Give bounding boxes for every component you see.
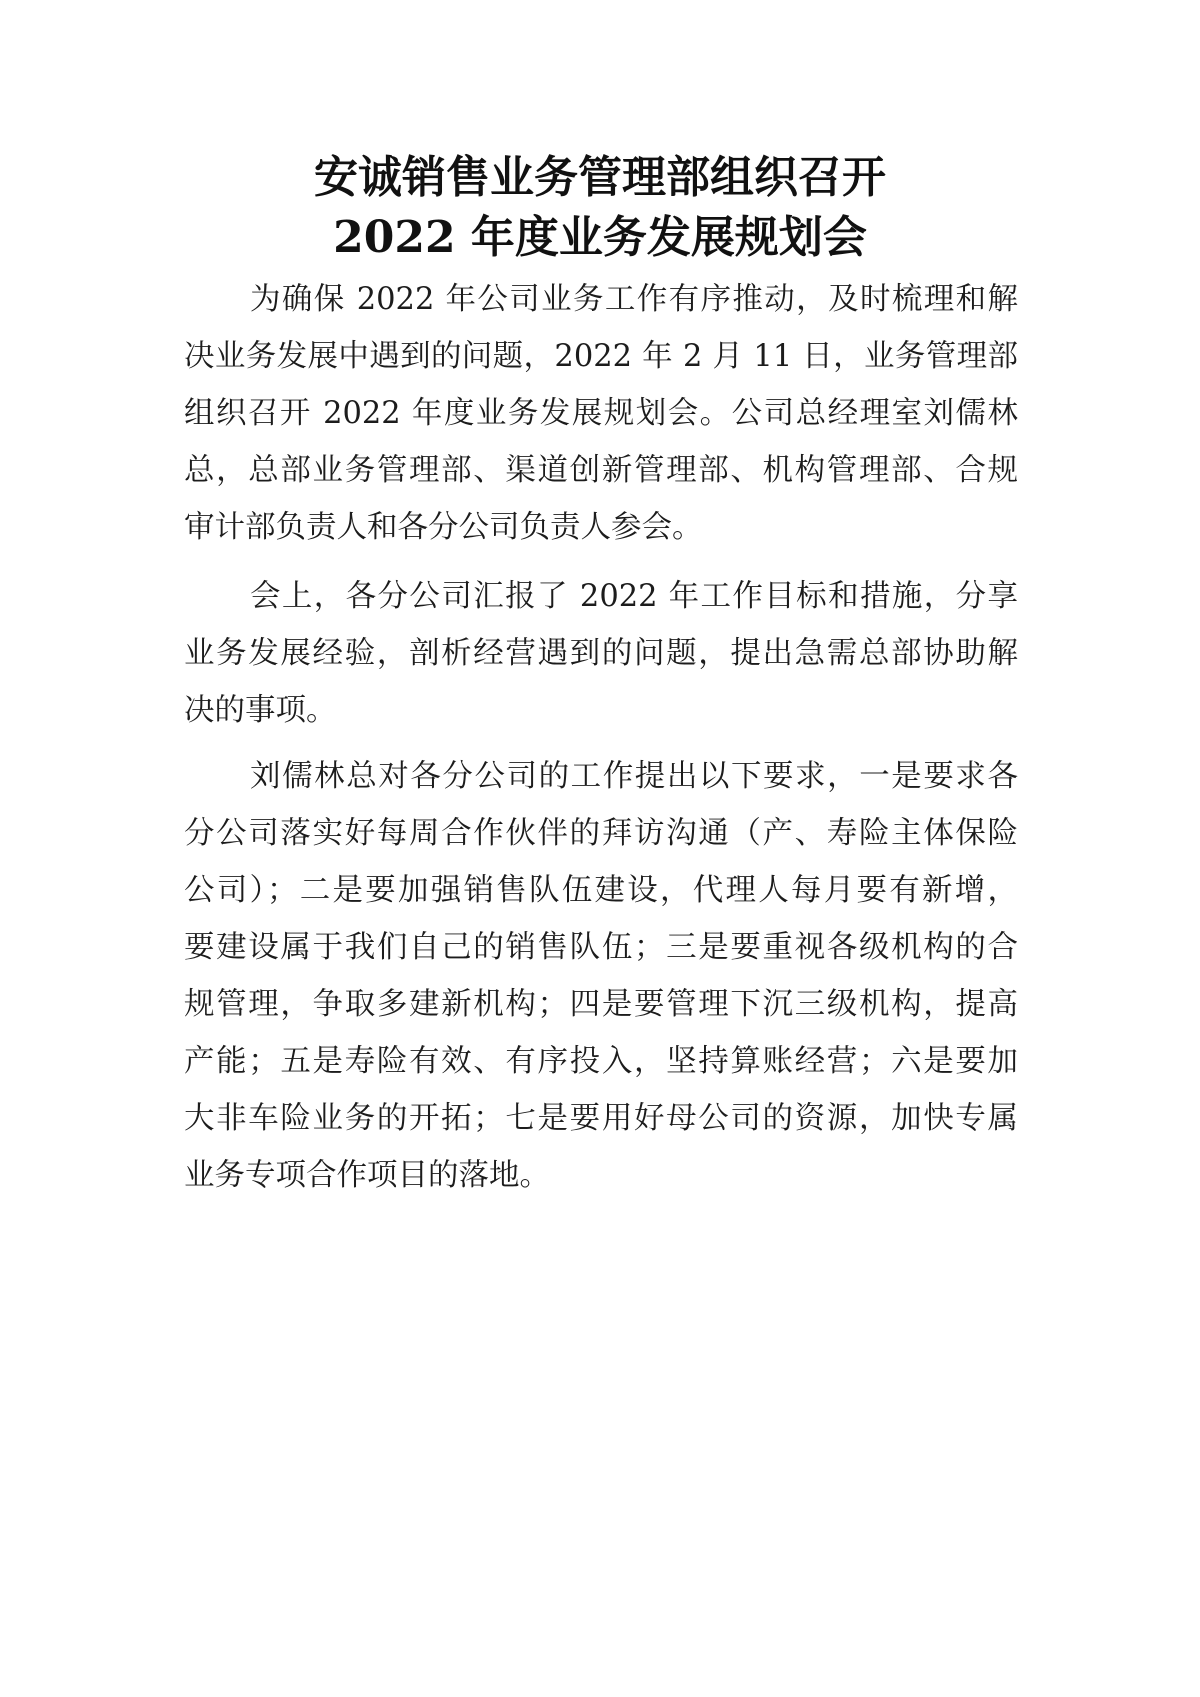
paragraph-line-text: 大非车险业务的开拓；七是要用好母公司的资源，加快专属 [184, 1101, 1018, 1136]
document-title-line-1: 安诚销售业务管理部组织召开 [314, 152, 886, 203]
paragraph-line-text: 决业务发展中遇到的问题，2022 年 2 月 11 日，业务管理部 [184, 339, 1018, 374]
paragraph-line-text: 刘儒林总对各分公司的工作提出以下要求，一是要求各 [250, 759, 1018, 794]
paragraph-line-text: 要建设属于我们自己的销售队伍；三是要重视各级机构的合 [184, 930, 1018, 965]
paragraph-line-text: 分公司落实好每周合作伙伴的拜访沟通（产、寿险主体保险 [184, 816, 1018, 851]
paragraph-line-text: 为确保 2022 年公司业务工作有序推动，及时梳理和解 [250, 282, 1018, 317]
paragraph-line-text: 业务发展经验，剖析经营遇到的问题，提出急需总部协助解 [184, 636, 1018, 671]
paragraph-line-text: 总，总部业务管理部、渠道创新管理部、机构管理部、合规 [184, 453, 1018, 488]
paragraph-line-text: 组织召开 2022 年度业务发展规划会。公司总经理室刘儒林 [184, 396, 1018, 431]
paragraph-line-text: 决的事项。 [184, 693, 337, 728]
paragraph-line-text: 产能；五是寿险有效、有序投入，坚持算账经营；六是要加 [184, 1044, 1018, 1079]
document-title-line-2: 2022 年度业务发展规划会 [333, 212, 867, 263]
paragraph-line-text: 业务专项合作项目的落地。 [184, 1158, 550, 1193]
paragraph-line-text: 公司）；二是要加强销售队伍建设，代理人每月要有新增， [184, 873, 1018, 908]
paragraph-line-text: 会上，各分公司汇报了 2022 年工作目标和措施，分享 [250, 579, 1018, 614]
paragraph-line-text: 规管理，争取多建新机构；四是要管理下沉三级机构，提高 [184, 987, 1018, 1022]
paragraph-line-text: 审计部负责人和各分公司负责人参会。 [184, 510, 703, 545]
